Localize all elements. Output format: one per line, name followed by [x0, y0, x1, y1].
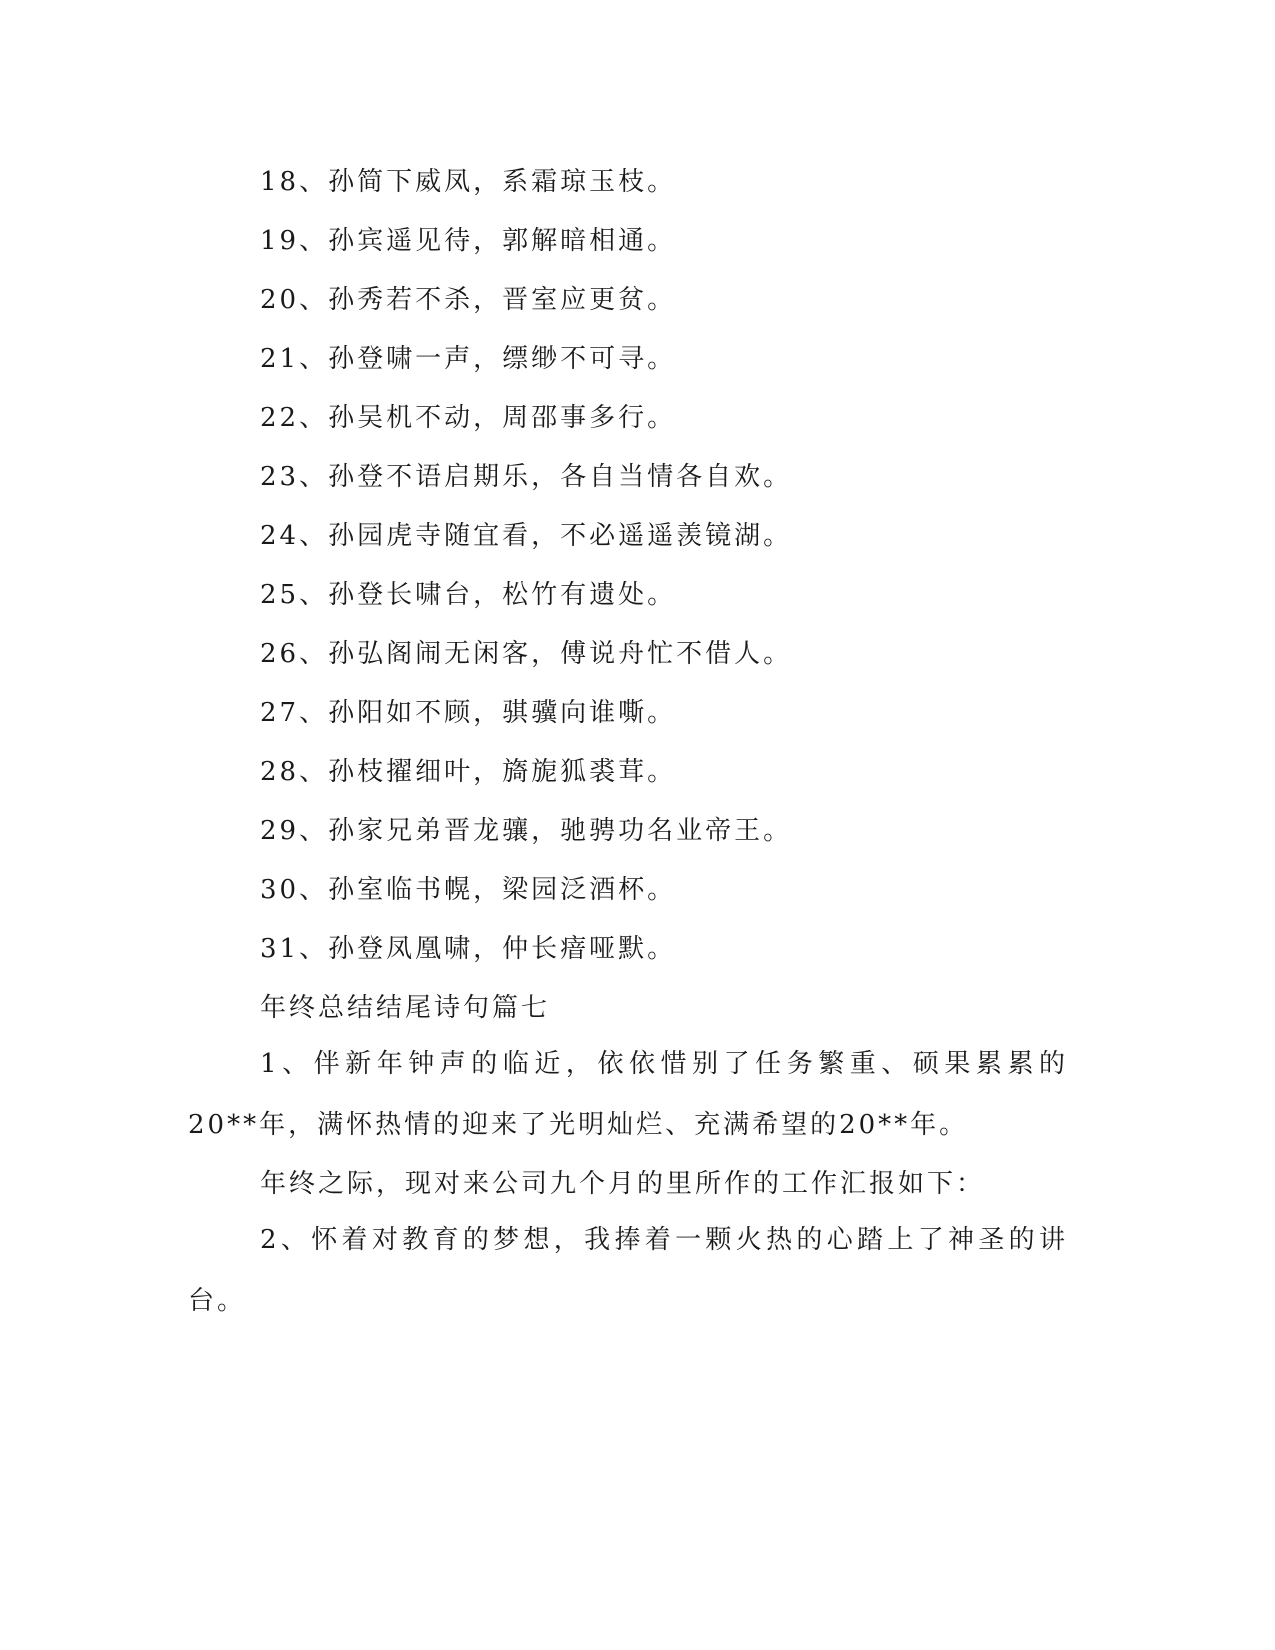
poem-line: 26、孙弘阁闹无闲客，傅说舟忙不借人。: [260, 639, 793, 669]
poem-line: 30、孙室临书幌，梁园泛酒杯。: [260, 875, 677, 905]
paragraph-3: 2、怀着对教育的梦想，我捧着一颗火热的心踏上了神圣的讲台。: [188, 1225, 1068, 1316]
poem-line: 23、孙登不语启期乐，各自当情各自欢。: [260, 462, 793, 492]
poem-line: 21、孙登啸一声，缥缈不可寻。: [260, 344, 677, 374]
poem-line: 27、孙阳如不顾，骐骥向谁嘶。: [260, 698, 677, 728]
poem-line: 31、孙登凤凰啸，仲长瘖哑默。: [260, 934, 677, 964]
poem-line: 18、孙简下威凤，系霜琼玉枝。: [260, 167, 677, 197]
poem-line: 25、孙登长啸台，松竹有遗处。: [260, 580, 677, 610]
poem-line: 29、孙家兄弟晋龙骧，驰骋功名业帝王。: [260, 816, 793, 846]
paragraph-2: 年终之际，现对来公司九个月的里所作的工作汇报如下：: [260, 1169, 986, 1199]
section-title: 年终总结结尾诗句篇七: [260, 993, 551, 1023]
paragraph-1: 1、伴新年钟声的临近，依依惜别了任务繁重、硕果累累的20**年，满怀热情的迎来了光明灿烂、充满希望的20**年。: [188, 1049, 1068, 1140]
poem-line: 22、孙吴机不动，周邵事多行。: [260, 403, 677, 433]
poem-line: 19、孙宾遥见待，郭解暗相通。: [260, 226, 677, 256]
poem-line: 20、孙秀若不杀，晋室应更贫。: [260, 285, 677, 315]
poem-line: 24、孙园虎寺随宜看，不必遥遥羡镜湖。: [260, 521, 793, 551]
poem-line: 28、孙枝擢细叶，旖旎狐裘茸。: [260, 757, 677, 787]
